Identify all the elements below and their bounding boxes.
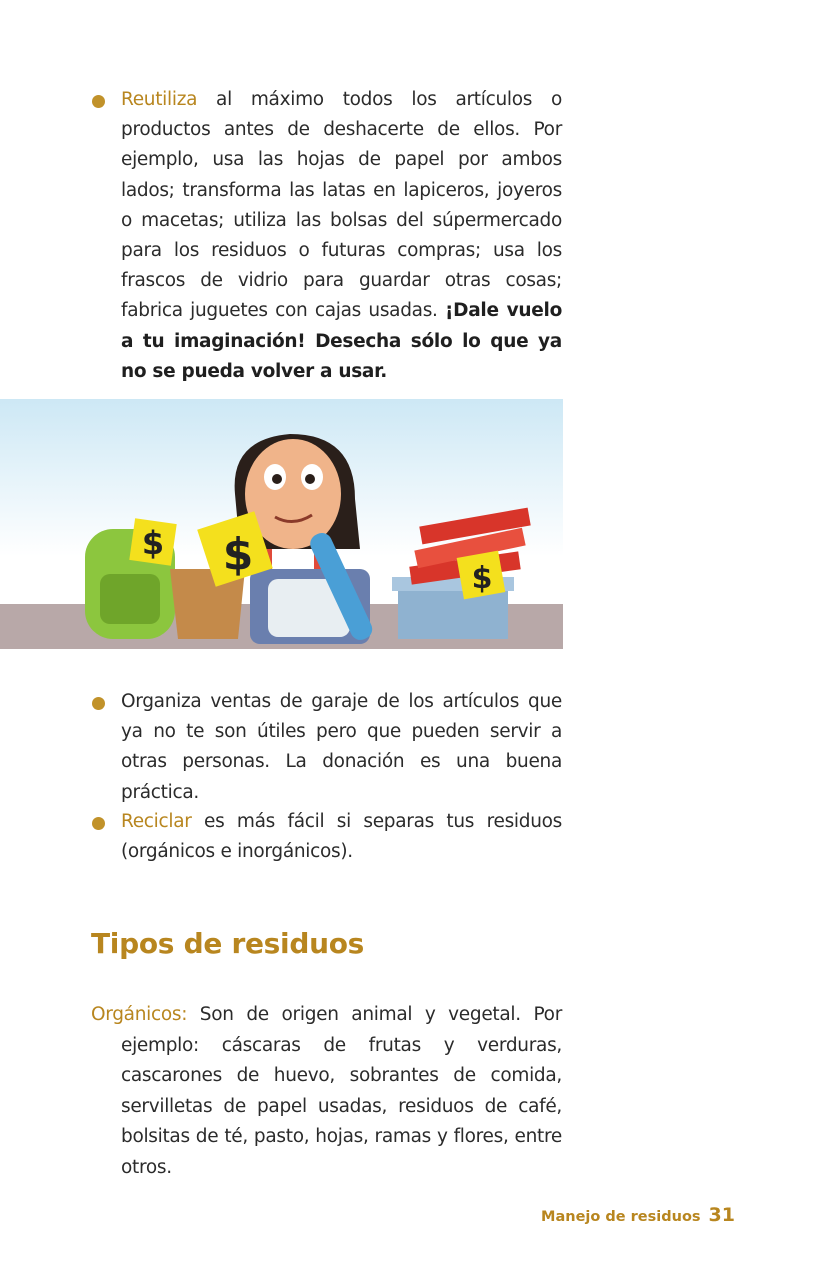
bullet-garage-sale [121, 687, 562, 808]
bullet-marker [92, 697, 105, 710]
bullet-marker [92, 95, 105, 108]
definition-text: Son de origen animal y vegetal. Por ejemplo: cáscaras de frutas y verduras, cascarones de huevo, sobrantes de comida, servilletas de papel usadas, residuos de café, bolsitas de té, pasto, hojas, ramas y flores, entre otros. [121, 1004, 562, 1178]
definition-term: Orgánicos: [91, 1004, 188, 1025]
bullet-marker [92, 817, 105, 830]
svg-text:$: $ [222, 529, 254, 580]
page-footer [541, 1204, 735, 1226]
definition-organicos [91, 1000, 562, 1183]
bullet-text: es más fácil si separas tus residuos (orgánicos e inorgánicos). [121, 811, 562, 863]
bullet-reciclar [121, 807, 562, 867]
svg-text:$: $ [471, 561, 493, 596]
garage-sale-illustration [0, 399, 563, 649]
price-tag [129, 518, 176, 565]
bullet-reutiliza [121, 85, 562, 387]
svg-text:$: $ [141, 524, 165, 562]
section-title: Tipos de residuos [91, 927, 365, 960]
keyword-reutiliza: Reutiliza [121, 89, 198, 110]
bullet-text: al máximo todos los artículos o productos antes de deshacerte de ellos. Por ejemplo, usa las hojas de papel por ambos lados; transforma las latas en lapiceros, joyeros o macetas; utiliza las bolsas del súpermercado para los residuos o futuras compras; usa los frascos de vidrio para guardar otras cosas; fabrica juguetes con cajas usadas. [121, 89, 562, 322]
bullet-text: Organiza ventas de garaje de los artículos que ya no te son útiles pero que pueden servir a otras personas. La donación es una buena práctica. [121, 691, 562, 803]
page-number: 31 [708, 1204, 735, 1226]
emphasis-text: ¡Dale vuelo a tu imaginación! Desecha sólo lo que ya no se pueda volver a usar. [121, 300, 562, 382]
keyword-reciclar: Reciclar [121, 811, 192, 832]
chapter-title: Manejo de residuos [541, 1209, 701, 1225]
price-tag [457, 551, 506, 600]
